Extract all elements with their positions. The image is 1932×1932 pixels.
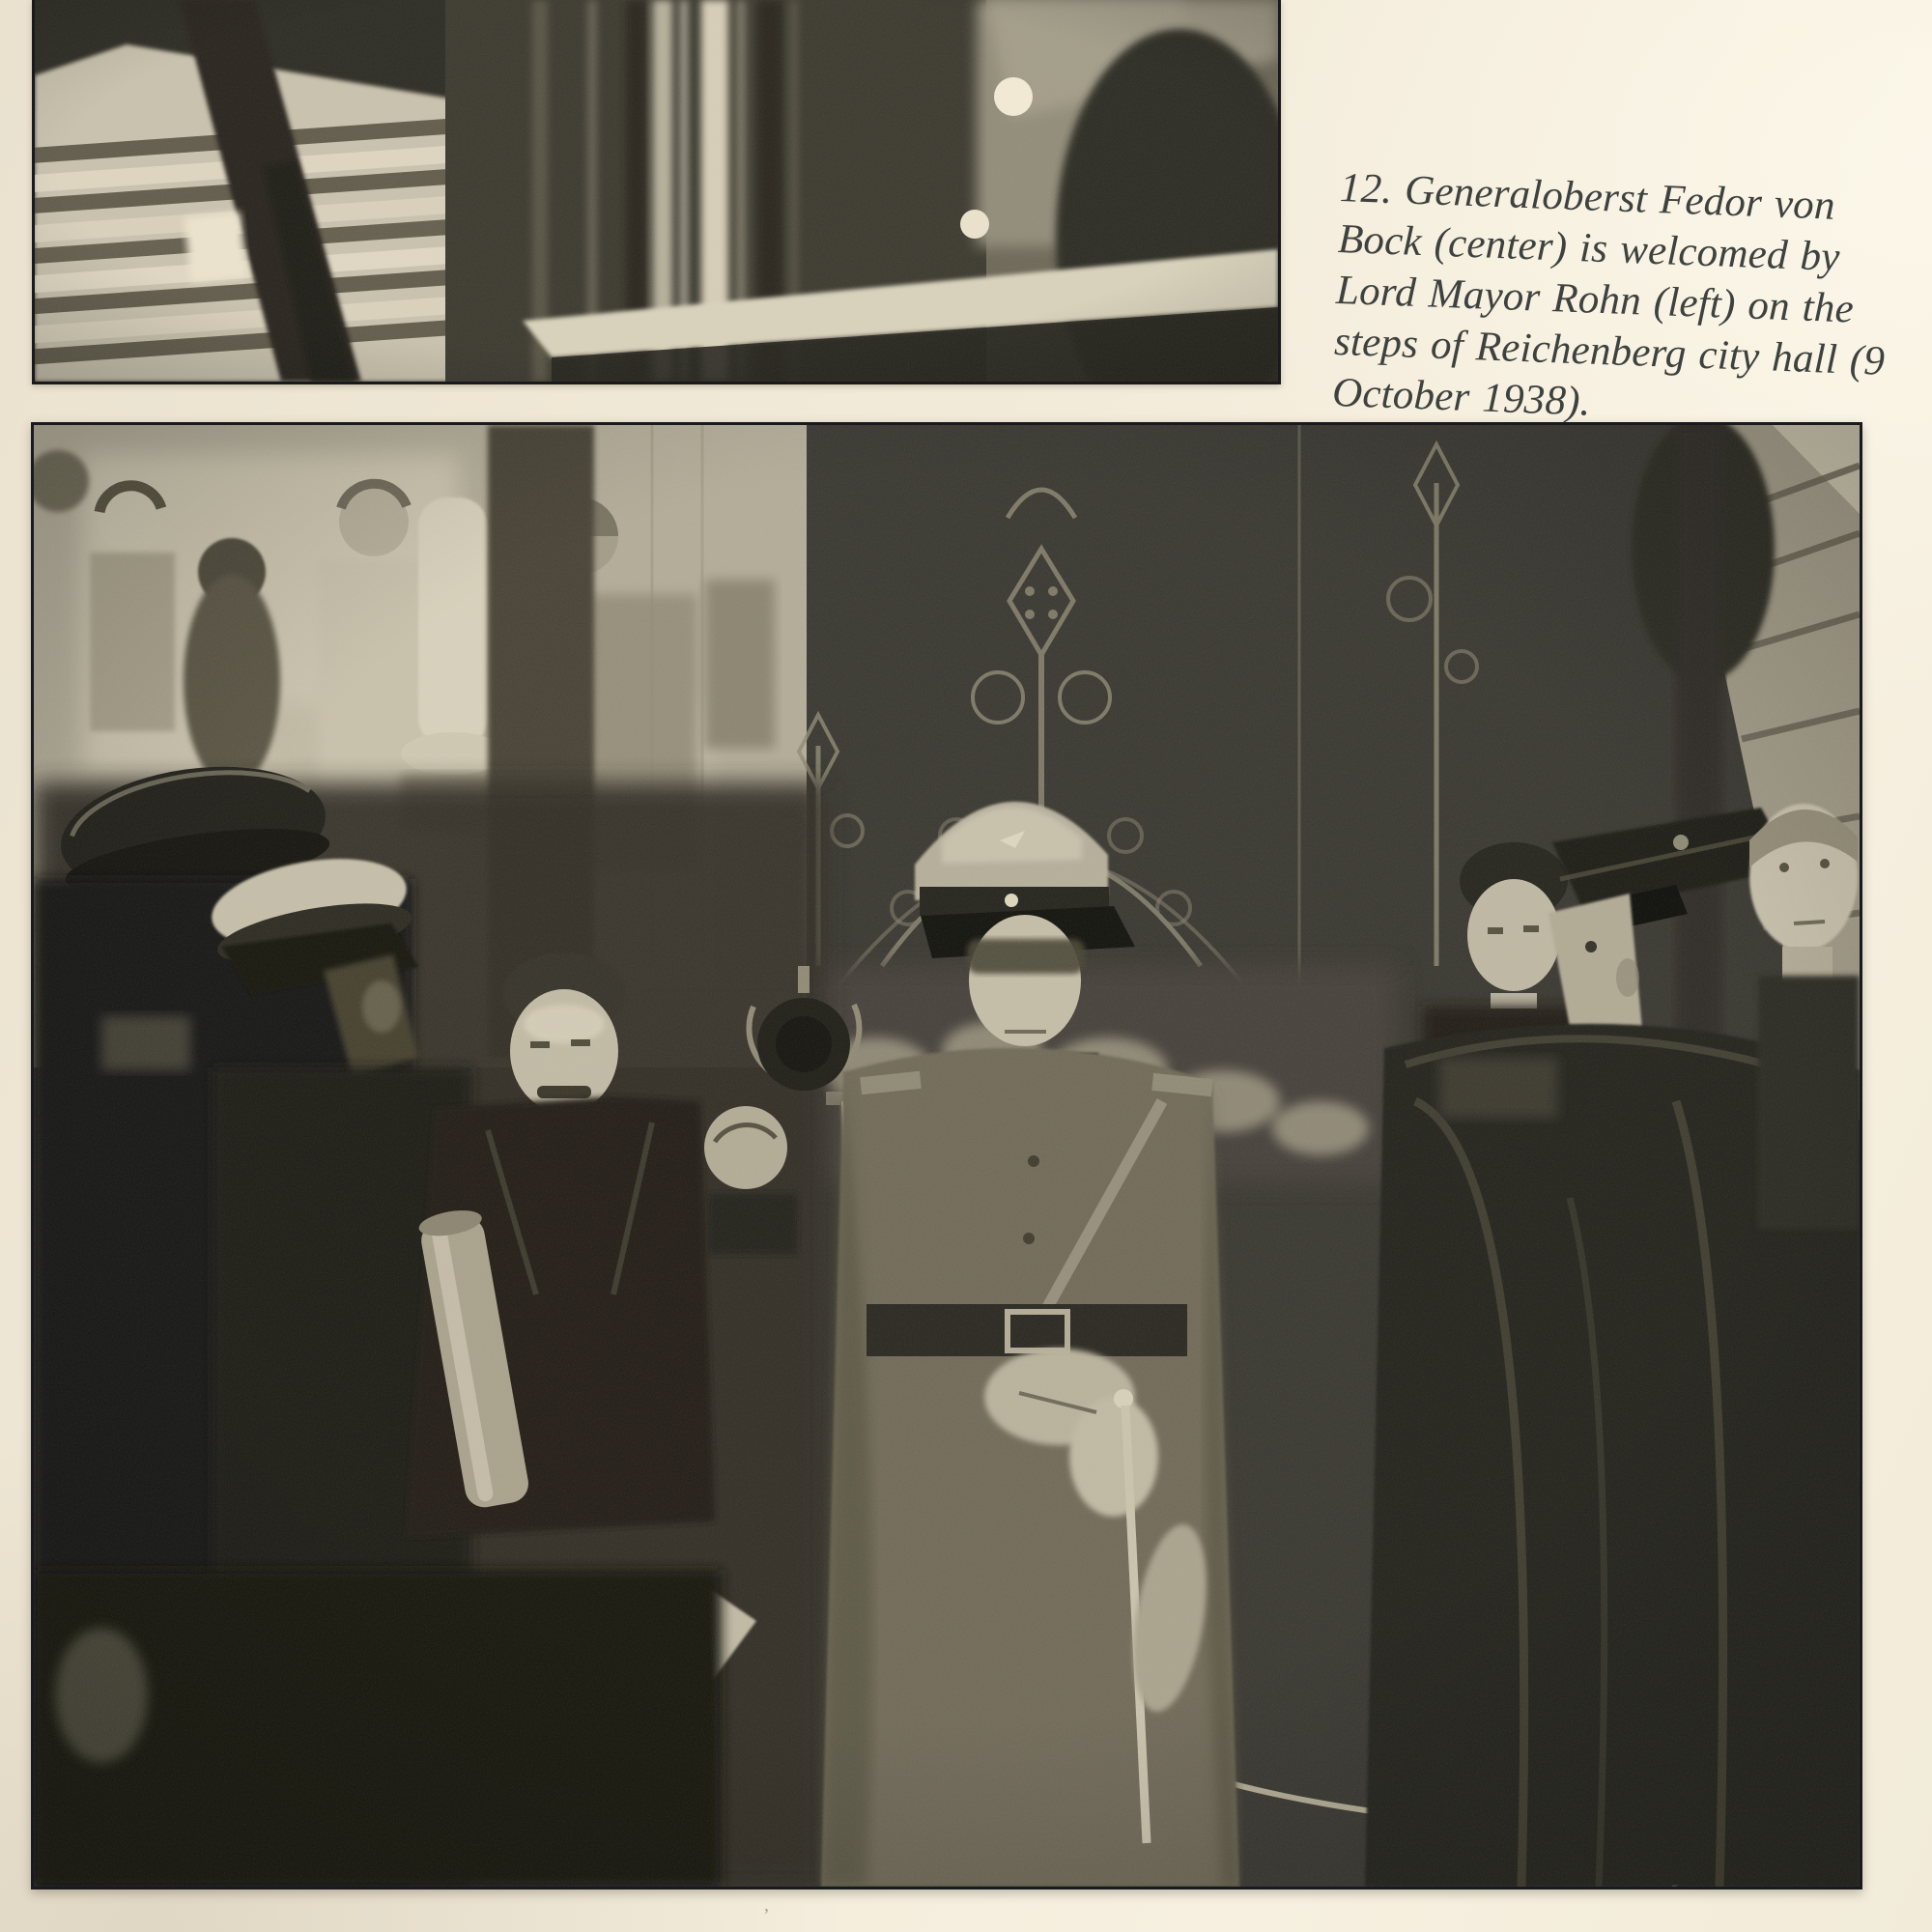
caption-line: October 1938). bbox=[1331, 369, 1592, 425]
caption-line: Bock (center) is welcomed by bbox=[1337, 215, 1841, 280]
page-speck: ’ bbox=[763, 1905, 770, 1926]
bottom-photo bbox=[31, 422, 1862, 1889]
caption-line: Lord Mayor Rohn (left) on the bbox=[1335, 267, 1855, 332]
caption-line: steps of Reichenberg city hall (9 bbox=[1333, 318, 1886, 384]
top-photo bbox=[32, 0, 1281, 384]
bottom-photo-art bbox=[34, 425, 1860, 1887]
caption-line: 12. Generaloberst Fedor von bbox=[1339, 164, 1836, 229]
top-photo-art bbox=[35, 0, 1278, 382]
photo-caption bbox=[1331, 162, 1895, 439]
